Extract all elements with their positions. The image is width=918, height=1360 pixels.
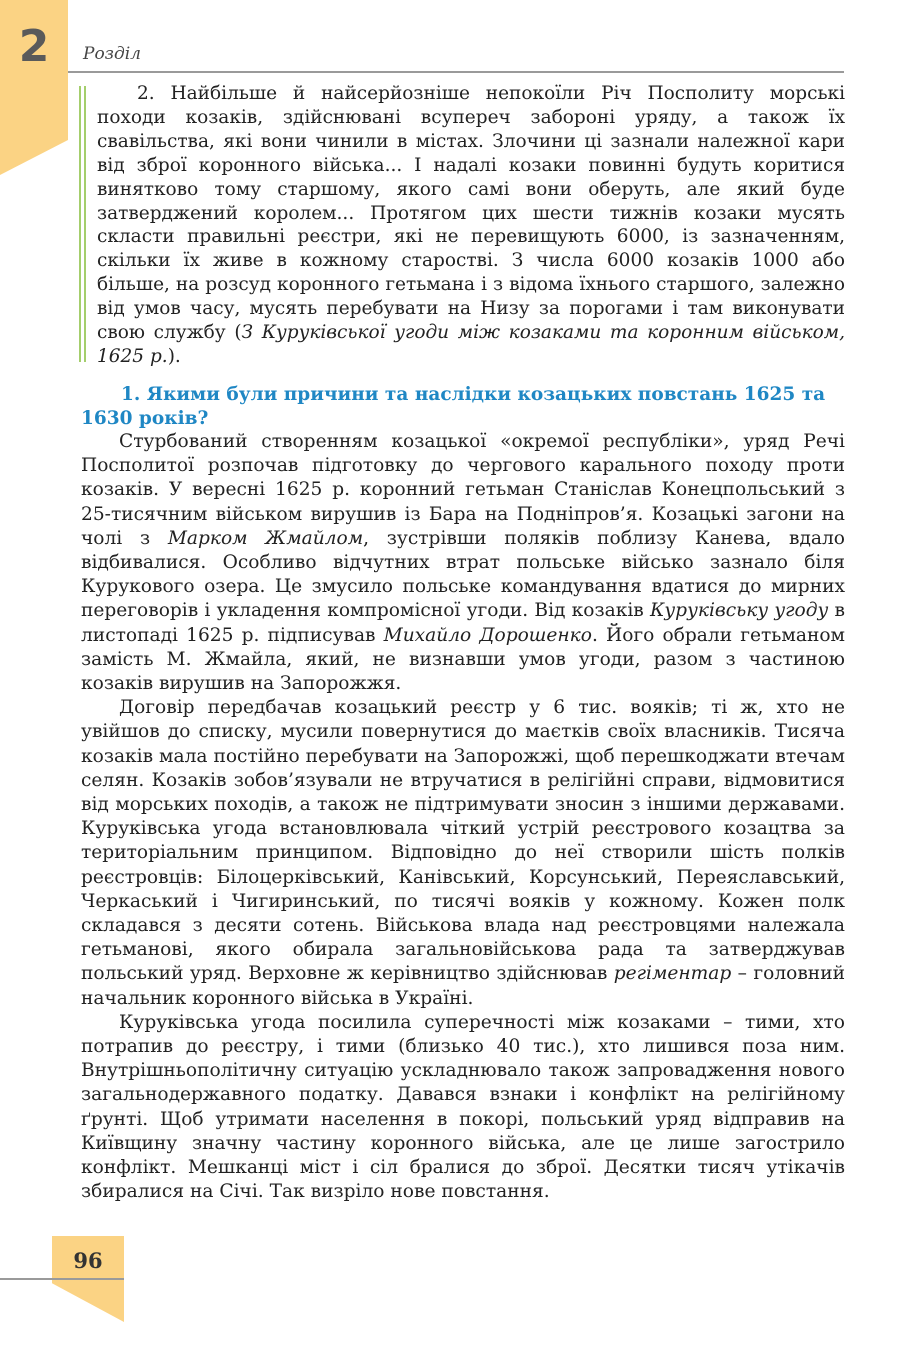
header-divider — [68, 71, 844, 73]
emphasis-term: Куруківську угоду — [649, 600, 829, 622]
emphasis-term: Марком Жмайлом — [167, 527, 364, 549]
emphasis-term: регіментар — [613, 963, 732, 985]
paragraph-text: Стурбований створенням козацької «окремої республіки», уряд Речі Посполитої розпочав підготовку до чергового карального походу проти козаків. У вересні 1625 р. коронний гетьман Станіслав Конецпольський з 25-тисячним військом вирушив із Бара на Подніпров’я. Козацькі загони на чолі з — [81, 431, 845, 549]
quote-source: З Куруківської угоди між козаками та коронним військом, 1625 р. — [97, 322, 845, 367]
quote-marker — [79, 86, 87, 362]
paragraph-text: . Його обрали гетьманом замість М. Жмайла, який, не визнавши умов угоди, разом з частиною козаків вирушив на Запорожжя. — [81, 624, 845, 695]
paragraph-text: в листопаді 1625 р. підписував — [81, 600, 845, 646]
section-label: Розділ — [83, 44, 141, 64]
footer-divider — [0, 1278, 124, 1280]
paragraph-1 — [81, 430, 845, 696]
quote-text: 2. Найбільше й найсерйозніше непокоїли Річ Посполиту морські походи козаків, здійснювані всупереч забороні уряду, а також їх свавільства, які вони чинили в містах. Злочини ці зазнали належної кари від зброї коронного війська... І надалі козаки повинні будуть коритися винятково тому старшому, якого самі вони оберуть, але який буде затверджений королем... Протягом цих шести тижнів козаки мусять скласти правильні реєстри, які не перевищують 6000, із зазначенням, скільки їх живе в кожному старостві. З числа 6000 козаків 1000 або більше, на розсуд коронного гетьмана і з відома їхнього старшого, залежно від умов часу, мусять перебувати на Низу за порогами і там виконувати свою службу ( — [97, 83, 845, 344]
quote-closing: ). — [167, 345, 181, 367]
paragraph-3: Куруківська угода посилила суперечності між козаками – тими, хто потрапив до реєстру, і тими (близько 40 тис.), хто лишився поза ним. Внутрішньополітичну ситуацію ускладнювало також запровадження нового загальнодержавного податку. Давався взнаки і конфлікт на релігійному ґрунті. Щоб утримати населення в покорі, польський уряд відправив на Київщину значну частину коронного війська, але це лише загострило конфлікт. Мешканці міст і сіл бралися до зброї. Десятки тисяч утікачів збиралися на Січі. Так визріло нове повстання. — [81, 1011, 845, 1203]
body-text — [81, 430, 845, 1205]
chapter-number: 2 — [18, 21, 50, 72]
historical-quote — [97, 82, 845, 369]
paragraph-text: – головний начальник коронного війська в Україні. — [81, 963, 845, 1009]
emphasis-term: Михайло Дорошенко — [383, 624, 592, 646]
paragraph-text: , зустрівши поляків поблизу Канева, вдало відбивалися. Особливо відчутних втрат польське військо зазнало біля Курукового озера. Це змусило польське командування вдатися до мирних переговорів і укладення компромісної угоди. Від козаків — [81, 527, 845, 622]
page-number: 96 — [73, 1248, 103, 1273]
section-question-heading: 1. Якими були причини та наслідки козацьких повстань 1625 та 1630 років? — [81, 384, 826, 429]
paragraph-text: Договір передбачав козацький реєстр у 6 тис. вояків; ті ж, хто не увійшов до списку, мусили повернутися до маєтків своїх власників. Тисяча козаків мала постійно перебувати на Запорожжі, щоб перешкоджати втечам селян. Козаків зобов’язували не втручатися в релігійні справи, відмовитися від морських походів, а також не підтримувати зносин з іншими державами. Куруківська угода встановлювала чіткий устрій реєстрового козацтва за територіальним принципом. Відповідно до неї створили шість полків реєстровців: Білоцерківський, Канівський, Корсунський, Переяславський, Черкаський і Чигиринський, по тисячі вояків у кожному. Кожен полк складався з десяти сотень. Військова влада над реєстровцями належала гетьманові, якого обирала загальновійськова рада та затверджував польський уряд. Верховне ж керівництво здійснював — [81, 697, 845, 985]
paragraph-2 — [81, 696, 845, 1011]
